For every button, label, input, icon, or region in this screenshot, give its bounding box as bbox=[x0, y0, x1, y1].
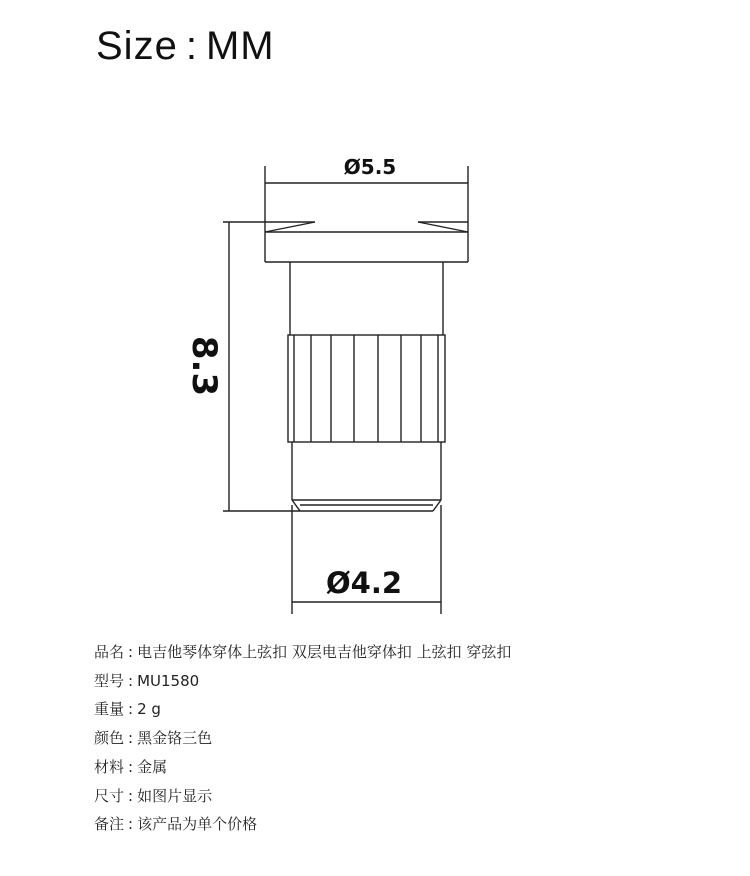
spec-row bbox=[94, 782, 511, 811]
spec-separator: : bbox=[128, 786, 134, 805]
spec-label: 品名 bbox=[94, 643, 125, 661]
spec-value: 电吉他琴体穿体上弦扣 双层电吉他穿体扣 上弦扣 穿弦扣 bbox=[137, 643, 512, 661]
spec-row bbox=[94, 667, 511, 696]
spec-row bbox=[94, 695, 511, 724]
size-title-separator: : bbox=[185, 24, 198, 68]
size-title-unit: MM bbox=[205, 24, 275, 68]
spec-label: 材料 bbox=[94, 757, 125, 776]
spec-row bbox=[94, 638, 511, 667]
spec-label: 型号 bbox=[94, 671, 125, 690]
spec-separator: : bbox=[128, 815, 134, 834]
spec-list bbox=[94, 638, 511, 839]
spec-separator: : bbox=[128, 757, 134, 776]
top-diameter-dimension bbox=[265, 166, 468, 262]
top-diameter-label: Ø5.5 bbox=[343, 155, 397, 179]
ferrule-bottom-chamfer bbox=[292, 500, 441, 511]
spec-separator: : bbox=[128, 643, 134, 661]
spec-label: 尺寸 bbox=[94, 786, 125, 805]
spec-label: 颜色 bbox=[94, 729, 125, 748]
spec-value: 黑金铬三色 bbox=[137, 729, 213, 748]
ferrule-flange bbox=[265, 222, 468, 262]
spec-label: 备注 bbox=[94, 815, 125, 834]
spec-separator: : bbox=[128, 700, 134, 719]
ferrule-knurled-band bbox=[288, 335, 445, 442]
spec-value: 金属 bbox=[137, 757, 168, 776]
bottom-diameter-label: Ø4.2 bbox=[325, 566, 403, 600]
spec-label: 重量 bbox=[94, 700, 125, 719]
spec-separator: : bbox=[128, 729, 134, 748]
spec-value: MU1580 bbox=[137, 671, 200, 690]
spec-value: 该产品为单个价格 bbox=[137, 815, 258, 834]
spec-row bbox=[94, 724, 511, 753]
ferrule-shaft bbox=[290, 262, 443, 500]
spec-separator: : bbox=[128, 671, 134, 690]
spec-row bbox=[94, 810, 511, 839]
spec-value: 如图片显示 bbox=[137, 786, 213, 805]
spec-value: 2 g bbox=[137, 700, 161, 719]
spec-row bbox=[94, 753, 511, 782]
height-label: 8.3 bbox=[184, 335, 224, 397]
size-title-label: Size bbox=[96, 24, 178, 68]
